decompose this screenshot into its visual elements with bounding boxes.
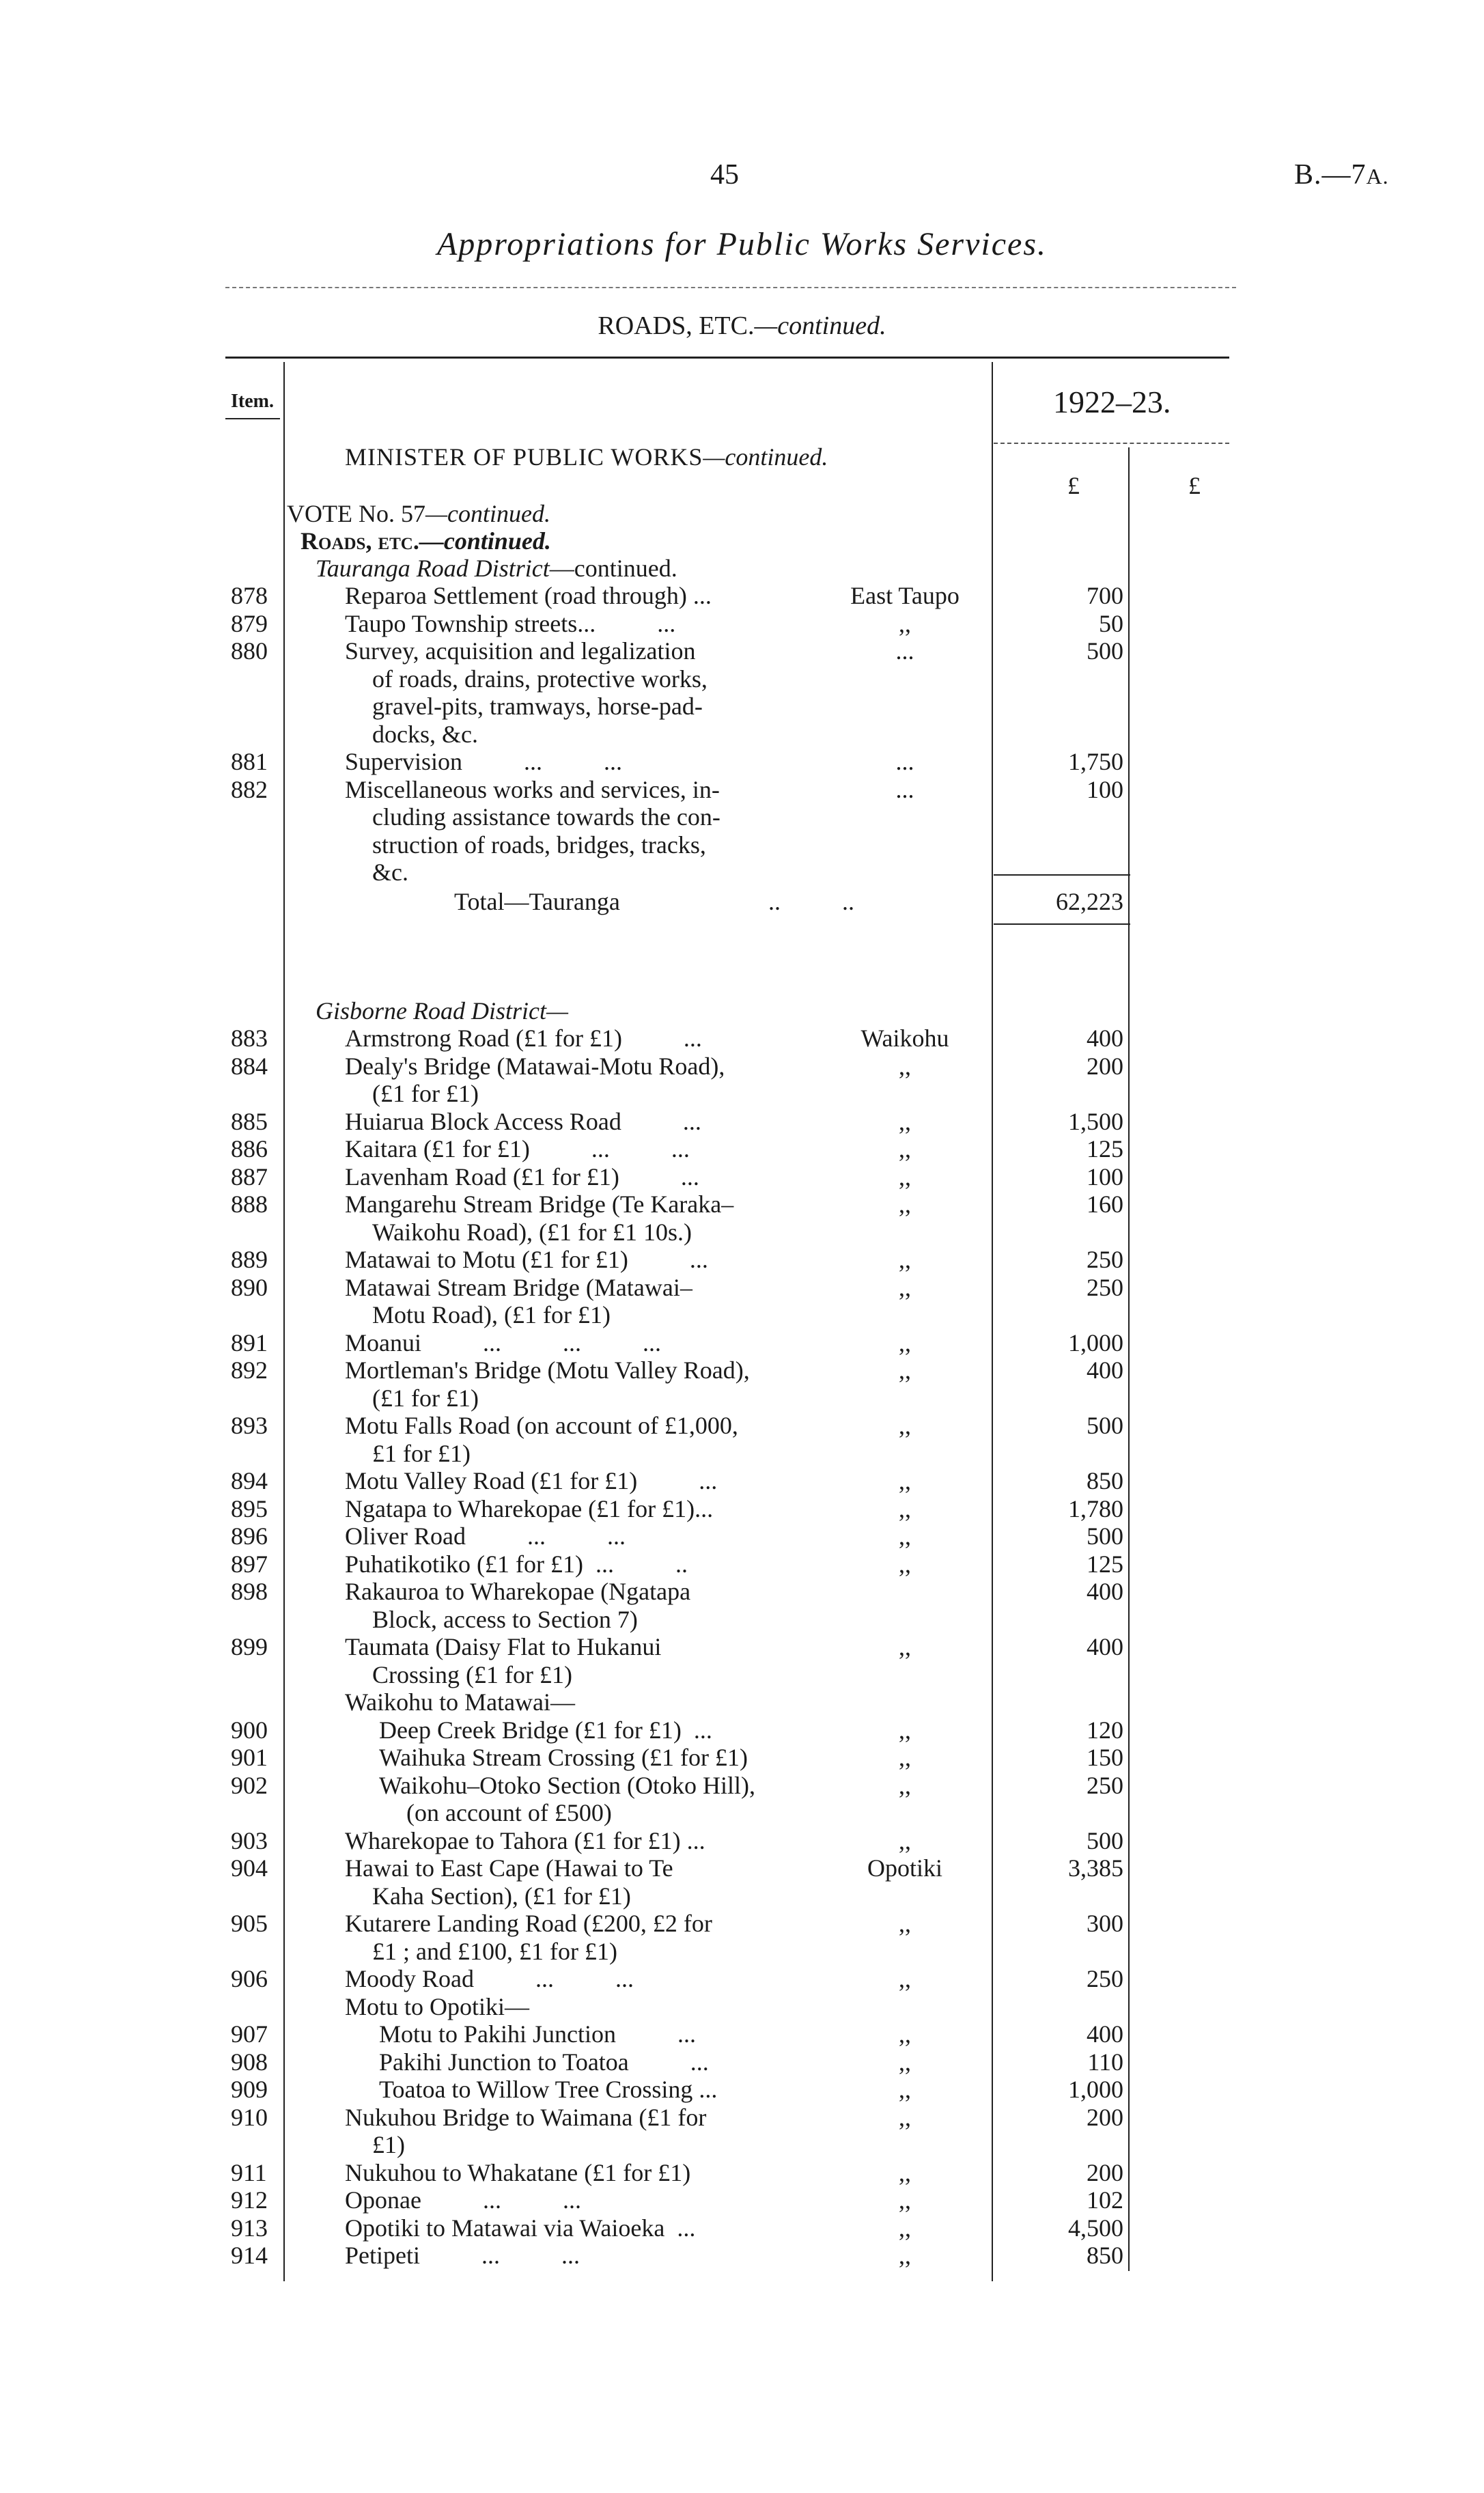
item-description-line: Waikohu Road), (£1 for £1 10s.) [372,1218,692,1246]
vote-heading [287,500,550,527]
item-amount: 100 [1087,775,1123,803]
page-title: Appropriations for Public Works Services. [436,226,1048,262]
item-description-line: Matawai Stream Bridge (Matawai– [345,1273,692,1301]
item-description-line: Oponae ... ... [345,2186,581,2214]
item-location: ... [895,775,914,803]
item-location: ,, [899,1744,911,1771]
item-location: ,, [899,1771,911,1799]
roads-subheading-continued: —continued. [419,527,551,555]
item-description-line: Reparoa Settlement (road through) ... [345,582,712,609]
item-description-line: gravel-pits, tramways, horse-pad- [372,693,703,720]
item-amount: 150 [1087,1744,1123,1771]
item-amount: 1,780 [1068,1494,1123,1522]
item-location: ,, [899,2048,911,2076]
item-amount: 125 [1087,1135,1123,1162]
item-location: ,, [899,2214,911,2242]
page-number: 45 [710,159,739,191]
item-number: 891 [231,1328,268,1356]
document-reference [1294,158,1389,191]
item-location: ... [895,637,914,665]
item-description-line: Crossing (£1 for £1) [372,1660,572,1688]
item-description-line: Kutarere Landing Road (£200, £2 for [345,1910,712,1937]
item-amount: 120 [1087,1716,1123,1744]
item-location: ,, [899,1826,911,1854]
item-description-line: Hawai to East Cape (Hawai to Te [345,1854,673,1882]
item-location: ... [895,748,914,775]
item-number: 902 [231,1771,268,1799]
item-amount: 1,750 [1068,748,1123,775]
item-description-line: Oliver Road ... ... [345,1522,626,1550]
item-description-line: £1 ; and £100, £1 for £1) [372,1937,617,1965]
item-description-line: Dealy's Bridge (Matawai-Motu Road), [345,1052,725,1080]
item-location: ,, [899,1107,911,1135]
item-location: ,, [899,1356,911,1384]
item-amount: 250 [1087,1273,1123,1301]
item-amount: 1,500 [1068,1107,1123,1135]
item-description-line: Motu to Pakihi Junction ... [379,2020,697,2048]
item-number: 886 [231,1135,268,1162]
item-amount: 500 [1087,1412,1123,1439]
item-location: ,, [899,1246,911,1273]
item-description-line: Moanui ... ... ... [345,1328,661,1356]
item-number: 914 [231,2242,268,2269]
item-number: 898 [231,1578,268,1605]
item-number: 888 [231,1190,268,1218]
item-location: ,, [899,2186,911,2214]
item-amount: 500 [1087,1826,1123,1854]
item-description-line: Armstrong Road (£1 for £1) ... [345,1025,702,1052]
item-location: ,, [899,1412,911,1439]
year-subhead-rule [994,443,1229,445]
item-location: ,, [899,1910,911,1937]
total-rule-top [994,874,1130,876]
tauranga-total-dots: .. .. [768,888,854,915]
item-number: 905 [231,1910,268,1937]
item-description-line: Huiarua Block Access Road ... [345,1107,701,1135]
item-description-line: Opotiki to Matawai via Waioeka ... [345,2214,696,2242]
roads-subheading [300,527,551,555]
item-description-line: Waikohu to Matawai— [345,1688,576,1716]
district-heading-gisborne-text: Gisborne Road District— [316,997,569,1025]
item-location: ,, [899,1633,911,1660]
item-amount: 400 [1087,1356,1123,1384]
tauranga-total-label: Total—Tauranga [454,888,620,915]
item-number: 880 [231,637,268,665]
item-number: 879 [231,609,268,637]
minister-heading [345,443,828,471]
section-heading-text: ROADS, ETC. [598,311,755,340]
roads-subheading-text: Roads, etc. [300,527,419,555]
item-number: 909 [231,2076,268,2103]
item-description-line: (£1 for £1) [372,1080,479,1107]
item-amount: 1,000 [1068,1328,1123,1356]
item-description-line: Lavenham Road (£1 for £1) ... [345,1162,699,1190]
item-number: 893 [231,1412,268,1439]
item-amount: 400 [1087,1578,1123,1605]
minister-heading-text: MINISTER OF PUBLIC WORKS [345,443,703,471]
item-column-header: Item. [231,391,274,412]
district-heading-gisborne [316,997,568,1025]
item-description-line: Puhatikotiko (£1 for £1) ... .. [345,1550,688,1578]
document-reference-main: B.—7 [1294,159,1367,191]
item-description-line: Waihuka Stream Crossing (£1 for £1) [379,1744,748,1771]
item-description-line: Motu Road), (£1 for £1) [372,1301,611,1328]
item-amount: 110 [1087,2048,1123,2076]
item-location: East Taupo [850,582,960,609]
item-location: ,, [899,1135,911,1162]
district-heading-tauranga-text: Tauranga Road District [316,555,550,582]
item-location: ,, [899,2076,911,2103]
item-description-line: Moody Road ... ... [345,1965,634,1992]
item-amount: 400 [1087,2020,1123,2048]
item-description-line: (£1 for £1) [372,1384,479,1412]
item-amount: 200 [1087,1052,1123,1080]
item-description-line: Mortleman's Bridge (Motu Valley Road), [345,1356,750,1384]
district-heading-tauranga-continued: —continued. [549,555,677,582]
item-description-line: Wharekopae to Tahora (£1 for £1) ... [345,1826,705,1854]
item-description-line: Deep Creek Bridge (£1 for £1) ... [379,1716,712,1744]
item-description-line: Taumata (Daisy Flat to Hukanui [345,1633,662,1660]
item-number: 885 [231,1107,268,1135]
item-amount: 400 [1087,1025,1123,1052]
item-location: ,, [899,1550,911,1578]
pound-sign-header-2: £ [1188,472,1201,499]
item-location: ,, [899,1162,911,1190]
item-location: ,, [899,609,911,637]
item-description-line: £1) [372,2131,405,2158]
item-number: 889 [231,1246,268,1273]
item-amount: 500 [1087,637,1123,665]
vote-heading-continued: —continued. [425,500,550,527]
item-description-line: Motu to Opotiki— [345,1992,530,2020]
item-description-line: Motu Falls Road (on account of £1,000, [345,1412,738,1439]
item-description-line: (on account of £500) [406,1799,612,1826]
item-location: ,, [899,1467,911,1494]
item-number: 911 [231,2158,267,2186]
item-number: 903 [231,1826,268,1854]
item-amount: 500 [1087,1522,1123,1550]
item-location: ,, [899,1965,911,1992]
tauranga-total-amount: 62,223 [1056,888,1123,915]
item-amount: 300 [1087,1910,1123,1937]
item-description-line: &c. [372,859,408,886]
item-number: 910 [231,2103,268,2131]
item-description-line: Taupo Township streets... ... [345,609,676,637]
item-location: ,, [899,2242,911,2269]
item-amount: 50 [1099,609,1123,637]
item-amount: 400 [1087,1633,1123,1660]
item-location: ,, [899,2020,911,2048]
section-heading [0,311,1484,341]
item-description-line: Miscellaneous works and services, in- [345,775,720,803]
item-number: 894 [231,1467,268,1494]
year-column-header: 1922–23. [1053,385,1171,419]
item-location: ,, [899,1190,911,1218]
item-location: Opotiki [867,1854,942,1882]
item-amount: 200 [1087,2158,1123,2186]
item-number: 884 [231,1052,268,1080]
item-description-line: docks, &c. [372,720,478,748]
item-description-line: Nukuhou Bridge to Waimana (£1 for [345,2103,707,2131]
item-location: ,, [899,1273,911,1301]
item-description-line: Kaitara (£1 for £1) ... ... [345,1135,690,1162]
item-amount: 850 [1087,1467,1123,1494]
item-location: ,, [899,2103,911,2131]
item-location: ,, [899,1716,911,1744]
item-description-line: Supervision ... ... [345,748,623,775]
item-number: 912 [231,2186,268,2214]
item-description-line: Toatoa to Willow Tree Crossing ... [379,2076,718,2103]
item-number: 887 [231,1162,268,1190]
item-location: Waikohu [860,1025,949,1052]
item-description-line: Nukuhou to Whakatane (£1 for £1) [345,2158,691,2186]
item-number: 896 [231,1522,268,1550]
item-number: 904 [231,1854,268,1882]
document-reference-suffix: A. [1366,164,1389,189]
item-amount: 1,000 [1068,2076,1123,2103]
item-number: 883 [231,1025,268,1052]
item-amount: 250 [1087,1965,1123,1992]
item-amount: 200 [1087,2103,1123,2131]
item-description-line: Block, access to Section 7) [372,1605,638,1633]
item-description-line: Kaha Section), (£1 for £1) [372,1882,631,1910]
item-description-line: cluding assistance towards the con- [372,803,720,831]
item-number: 906 [231,1965,268,1992]
item-number: 913 [231,2214,268,2242]
dashed-divider [225,287,1236,288]
item-description-line: of roads, drains, protective works, [372,665,708,693]
item-description-line: struction of roads, bridges, tracks, [372,831,706,859]
item-description-line: Mangarehu Stream Bridge (Te Karaka– [345,1190,734,1218]
pound-sign-header-1: £ [1067,472,1080,499]
item-description-line: Waikohu–Otoko Section (Otoko Hill), [379,1771,756,1799]
item-number: 908 [231,2048,268,2076]
item-amount: 160 [1087,1190,1123,1218]
item-number: 890 [231,1273,268,1301]
item-number: 897 [231,1550,268,1578]
item-amount: 100 [1087,1162,1123,1190]
item-number: 882 [231,775,268,803]
item-description-line: Rakauroa to Wharekopae (Ngatapa [345,1578,691,1605]
item-location: ,, [899,1052,911,1080]
item-number: 899 [231,1633,268,1660]
item-description-line: Petipeti ... ... [345,2242,580,2269]
minister-heading-continued: —continued. [703,443,828,471]
item-amount: 700 [1087,582,1123,609]
item-number: 892 [231,1356,268,1384]
item-description-line: Motu Valley Road (£1 for £1) ... [345,1467,718,1494]
item-location: ,, [899,2158,911,2186]
item-description-line: £1 for £1) [372,1439,471,1467]
item-number: 878 [231,582,268,609]
item-number: 907 [231,2020,268,2048]
item-number: 901 [231,1744,268,1771]
item-amount: 250 [1087,1246,1123,1273]
item-amount: 125 [1087,1550,1123,1578]
item-head-rule [225,418,280,419]
vote-heading-text: VOTE No. 57 [287,500,425,527]
item-description-line: Ngatapa to Wharekopae (£1 for £1)... [345,1494,714,1522]
item-amount: 3,385 [1068,1854,1123,1882]
item-amount: 102 [1087,2186,1123,2214]
section-heading-continued: —continued. [754,311,886,340]
total-rule-bottom [994,923,1130,925]
item-number: 900 [231,1716,268,1744]
item-description-line: Pakihi Junction to Toatoa ... [379,2048,709,2076]
amount-column-divider [1128,447,1130,2271]
item-description-line: Survey, acquisition and legalization [345,637,696,665]
item-location: ,, [899,1522,911,1550]
table-top-rule [225,357,1229,359]
item-column-divider [283,362,285,2281]
item-amount: 250 [1087,1771,1123,1799]
district-heading-tauranga [316,555,677,582]
item-amount: 850 [1087,2242,1123,2269]
item-number: 895 [231,1494,268,1522]
item-amount: 4,500 [1068,2214,1123,2242]
item-description-line: Matawai to Motu (£1 for £1) ... [345,1246,708,1273]
item-location: ,, [899,1494,911,1522]
item-number: 881 [231,748,268,775]
item-location: ,, [899,1328,911,1356]
